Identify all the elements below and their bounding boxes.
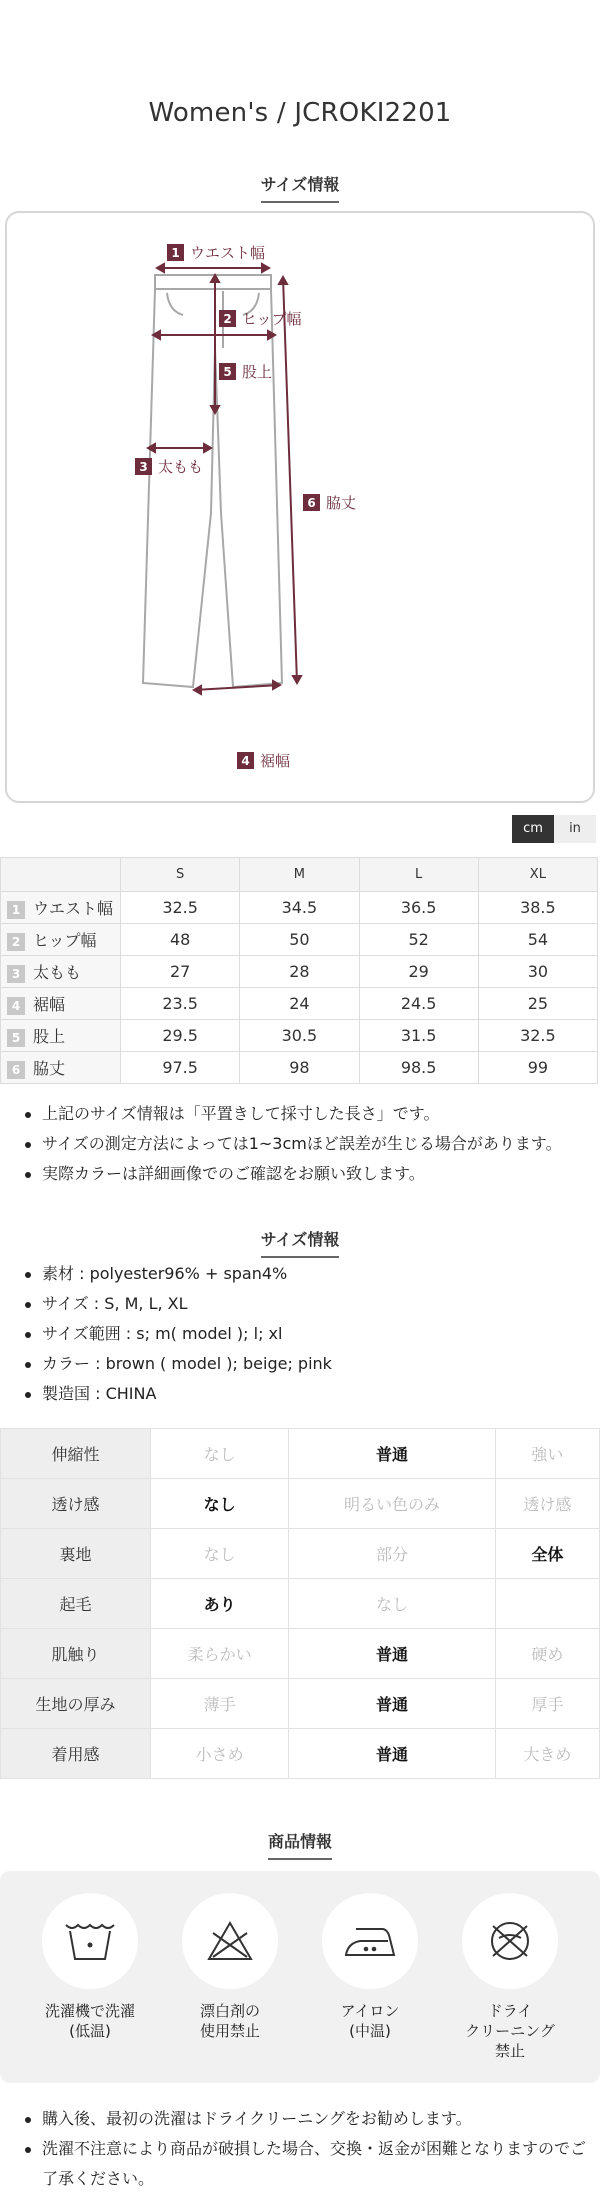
feel-row-label: 透け感 xyxy=(1,1479,151,1529)
feel-option: なし xyxy=(289,1579,495,1629)
measure-lines xyxy=(148,264,301,694)
table-cell: 32.5 xyxy=(121,892,240,924)
table-cell: 23.5 xyxy=(121,988,240,1020)
svg-text:ヒップ幅: ヒップ幅 xyxy=(242,310,302,328)
size-info-heading xyxy=(0,172,600,203)
page-title: Women's / JCROKI2201 xyxy=(148,98,452,128)
size-notes-list xyxy=(20,1099,590,1189)
table-row xyxy=(1,1479,600,1529)
care-instructions xyxy=(0,1871,600,2083)
row-label-text: 裾幅 xyxy=(33,995,66,1014)
size-info-heading-text: サイズ情報 xyxy=(261,172,340,203)
row-number-badge: 5 xyxy=(7,1029,25,1047)
feel-row-label: 生地の厚み xyxy=(1,1679,151,1729)
svg-text:裾幅: 裾幅 xyxy=(260,752,291,770)
size-column-s: S xyxy=(121,858,240,892)
svg-text:2: 2 xyxy=(223,312,232,326)
size-column-m: M xyxy=(240,858,359,892)
table-cell: 48 xyxy=(121,924,240,956)
diagram-label-thigh xyxy=(135,458,203,476)
table-cell: 38.5 xyxy=(478,892,597,924)
table-cell: 30.5 xyxy=(240,1020,359,1052)
row-label-text: 太もも xyxy=(33,963,82,982)
size-table xyxy=(0,857,598,1084)
feel-option: 大きめ xyxy=(495,1729,599,1779)
feel-option: 薄手 xyxy=(151,1679,289,1729)
pants-illustration xyxy=(7,213,597,805)
list-item: サイズ : S, M, L, XL xyxy=(20,1289,590,1319)
no-dry-cleaning-icon xyxy=(485,1916,535,1966)
list-item: 素材 : polyester96% + span4% xyxy=(20,1259,590,1289)
list-item: 上記のサイズ情報は「平置きして採寸した長さ」です。 xyxy=(20,1099,590,1129)
table-cell: 98 xyxy=(240,1052,359,1084)
row-label xyxy=(1,956,121,988)
list-item: カラー : brown ( model ); beige; pink xyxy=(20,1349,590,1379)
feel-option: 普通 xyxy=(289,1729,495,1779)
feel-option: 普通 xyxy=(289,1629,495,1679)
iron-medium-icon xyxy=(342,1921,398,1961)
spec-heading xyxy=(0,1227,600,1258)
care-icon-circle xyxy=(322,1893,418,1989)
row-number-badge: 1 xyxy=(7,901,25,919)
table-row xyxy=(1,1579,600,1629)
row-label xyxy=(1,924,121,956)
feel-row-label: 裏地 xyxy=(1,1529,151,1579)
size-table-header xyxy=(1,858,598,892)
feel-option xyxy=(495,1579,599,1629)
table-cell: 30 xyxy=(478,956,597,988)
table-cell: 29 xyxy=(359,956,478,988)
feel-row-label: 肌触り xyxy=(1,1629,151,1679)
row-label xyxy=(1,1052,121,1084)
table-cell: 24.5 xyxy=(359,988,478,1020)
table-cell: 97.5 xyxy=(121,1052,240,1084)
size-column-l: L xyxy=(359,858,478,892)
row-number-badge: 3 xyxy=(7,965,25,983)
feel-option: 普通 xyxy=(289,1679,495,1729)
table-row xyxy=(1,988,598,1020)
pants-size-diagram xyxy=(5,211,595,803)
svg-text:1: 1 xyxy=(171,246,180,260)
care-item-wash xyxy=(40,1893,140,2041)
svg-text:ウエスト幅: ウエスト幅 xyxy=(190,244,266,262)
table-cell: 34.5 xyxy=(240,892,359,924)
product-info-heading-text: 商品情報 xyxy=(268,1829,332,1860)
list-item: 洗濯不注意により商品が破損した場合、交換・返金が困難となりますのでご了承ください。 xyxy=(20,2134,590,2194)
table-row xyxy=(1,1052,598,1084)
product-info-heading xyxy=(0,1829,600,1860)
table-cell: 54 xyxy=(478,924,597,956)
table-row xyxy=(1,1429,600,1479)
feel-option: なし xyxy=(151,1429,289,1479)
care-item-dry-clean xyxy=(460,1893,560,2061)
svg-text:6: 6 xyxy=(307,496,316,510)
svg-text:太もも: 太もも xyxy=(158,458,204,476)
diagram-label-rise xyxy=(219,363,272,381)
list-item: サイズの測定方法によっては1~3cmほど誤差が生じる場合があります。 xyxy=(20,1129,590,1159)
care-icon-circle xyxy=(42,1893,138,1989)
unit-in-button[interactable]: in xyxy=(554,815,596,843)
feel-row-label: 起毛 xyxy=(1,1579,151,1629)
table-cell: 99 xyxy=(478,1052,597,1084)
table-row xyxy=(1,1020,598,1052)
feel-option: 柔らかい xyxy=(151,1629,289,1679)
feel-option: なし xyxy=(151,1479,289,1529)
row-label xyxy=(1,1020,121,1052)
feel-option: あり xyxy=(151,1579,289,1629)
feel-option: 硬め xyxy=(495,1629,599,1679)
care-label: ドライ クリーニング 禁止 xyxy=(465,2002,555,2060)
care-label: 洗濯機で洗濯 (低温) xyxy=(44,2002,135,2040)
feel-option: 透け感 xyxy=(495,1479,599,1529)
wash-machine-low-temp-icon xyxy=(62,1919,118,1963)
care-item-iron xyxy=(320,1893,420,2041)
feel-option: 部分 xyxy=(289,1529,495,1579)
table-cell: 36.5 xyxy=(359,892,478,924)
unit-toggle xyxy=(512,815,596,843)
size-column-xl: XL xyxy=(478,858,597,892)
table-cell: 50 xyxy=(240,924,359,956)
row-label-text: 脇丈 xyxy=(33,1059,66,1078)
svg-text:4: 4 xyxy=(241,754,250,768)
feel-option: 普通 xyxy=(289,1429,495,1479)
table-row xyxy=(1,892,598,924)
svg-text:股上: 股上 xyxy=(242,363,273,381)
table-row xyxy=(1,1679,600,1729)
list-item: サイズ範囲 : s; m( model ); l; xl xyxy=(20,1319,590,1349)
row-number-badge: 6 xyxy=(7,1061,25,1079)
feel-option: 厚手 xyxy=(495,1679,599,1729)
table-cell: 52 xyxy=(359,924,478,956)
fabric-feel-table xyxy=(0,1428,600,1779)
product-notes-list xyxy=(20,2104,590,2194)
table-cell: 28 xyxy=(240,956,359,988)
care-icon-circle xyxy=(182,1893,278,1989)
feel-row-label: 伸縮性 xyxy=(1,1429,151,1479)
spec-heading-text: サイズ情報 xyxy=(261,1227,340,1258)
table-cell: 98.5 xyxy=(359,1052,478,1084)
diagram-label-hem xyxy=(237,752,290,770)
care-label: 漂白剤の 使用禁止 xyxy=(199,2002,260,2040)
table-cell: 29.5 xyxy=(121,1020,240,1052)
table-row xyxy=(1,924,598,956)
feel-option: 全体 xyxy=(495,1529,599,1579)
care-label: アイロン (中温) xyxy=(340,2002,400,2040)
feel-option: なし xyxy=(151,1529,289,1579)
care-item-bleach xyxy=(180,1893,280,2041)
row-number-badge: 4 xyxy=(7,997,25,1015)
diagram-label-hip xyxy=(219,310,302,328)
table-cell: 24 xyxy=(240,988,359,1020)
feel-option: 小さめ xyxy=(151,1729,289,1779)
list-item: 実際カラーは詳細画像でのご確認をお願い致します。 xyxy=(20,1159,590,1189)
size-table-corner xyxy=(1,858,121,892)
table-row xyxy=(1,1729,600,1779)
diagram-label-outseam xyxy=(303,494,356,512)
svg-text:3: 3 xyxy=(139,460,148,474)
list-item: 購入後、最初の洗濯はドライクリーニングをお勧めします。 xyxy=(20,2104,590,2134)
row-number-badge: 2 xyxy=(7,933,25,951)
feel-row-label: 着用感 xyxy=(1,1729,151,1779)
spec-list xyxy=(20,1259,590,1409)
no-bleach-icon xyxy=(205,1919,255,1963)
table-row xyxy=(1,1629,600,1679)
pants-outline xyxy=(143,275,282,687)
table-cell: 31.5 xyxy=(359,1020,478,1052)
list-item: 製造国 : CHINA xyxy=(20,1379,590,1409)
svg-text:5: 5 xyxy=(223,365,232,379)
feel-option: 明るい色のみ xyxy=(289,1479,495,1529)
table-cell: 27 xyxy=(121,956,240,988)
table-cell: 25 xyxy=(478,988,597,1020)
diagram-label-waist xyxy=(167,244,265,262)
care-icon-circle xyxy=(462,1893,558,1989)
svg-text:脇丈: 脇丈 xyxy=(326,494,357,512)
feel-option: 強い xyxy=(495,1429,599,1479)
unit-cm-button[interactable]: cm xyxy=(512,815,554,843)
row-label xyxy=(1,892,121,924)
table-row xyxy=(1,956,598,988)
row-label xyxy=(1,988,121,1020)
row-label-text: 股上 xyxy=(33,1027,66,1046)
table-row xyxy=(1,1529,600,1579)
table-cell: 32.5 xyxy=(478,1020,597,1052)
row-label-text: ウエスト幅 xyxy=(33,899,114,918)
row-label-text: ヒップ幅 xyxy=(33,931,97,950)
